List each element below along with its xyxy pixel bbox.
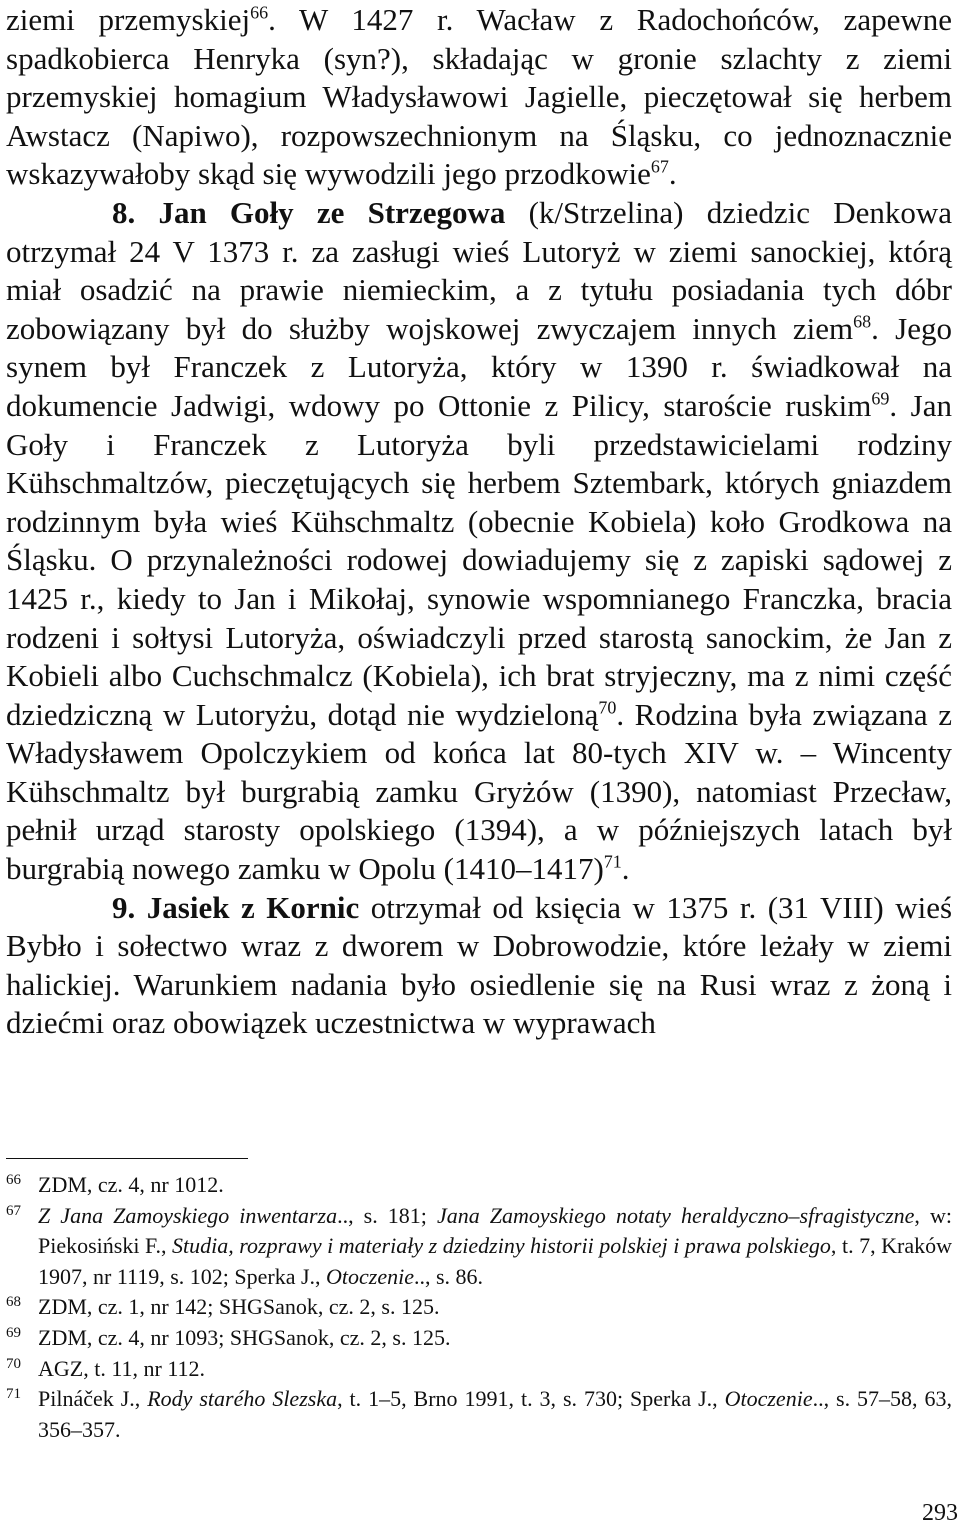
footnote-69 (6, 1323, 952, 1354)
text-run: . Jan Goły i Franczek z Lutoryża byli przedstawicielami rodziny Kühschmaltzów, pieczętujących się herbem Sztembark, których gniazdem rodzinnym była wieś Kühschmaltz (obecnie Kobiela) koło Grodkowa na Śląsku. O przynależności rodowej dowiadujemy się z zapiski sądowej z 1425 r., kiedy to Jan i Mikołaj, synowie wspomnianego Franczka, bracia rodzeni i sołtysi Lutoryża, oświadczyli przed starostą sanockim, że Jan z Kobieli albo Cuchschmalcz (Kobiela), ich brat stryjeczny, ma z nimi część dziedziczną w Lutoryżu, dotąd nie wydzieloną (6, 387, 952, 732)
footnote-67 (6, 1201, 952, 1293)
footnote-66 (6, 1170, 952, 1201)
entry-name: Jasiek z Kornic (146, 889, 360, 925)
footnote-text: ZDM, cz. 4, nr 1012. (38, 1172, 224, 1197)
text-run: (k/Strzelina) dziedzic Denkowa otrzymał 24 V 1373 r. za zasługi wieś Lutoryż w ziemi sanockiej, którą miał osadzić na prawie niemieckim, a z tytułu posiadania tych dóbr zobowiązany był do służby wojskowej zwyczajem innych ziem (6, 194, 952, 346)
footnote-number: 69 (6, 1324, 21, 1341)
paragraph-entry-8 (6, 194, 952, 889)
italic-title: Studia, rozprawy i materiały z dziedziny historii polskiej i prawa polskiego (172, 1233, 831, 1259)
footnote-text (38, 1201, 952, 1293)
text-run: ziemi przemyskiej (6, 2, 251, 37)
entry-number: 9. (112, 889, 136, 925)
footnote-70 (6, 1354, 952, 1385)
paragraph-entry-9 (6, 889, 952, 1043)
text-run: .., s. 181; (337, 1202, 437, 1228)
footnote-ref-67[interactable]: 67 (650, 157, 669, 178)
footnote-71 (6, 1384, 952, 1445)
text-run: , w: Piekosiński F., (38, 1202, 952, 1259)
footnote-ref-68[interactable]: 68 (853, 311, 872, 332)
italic-title: Otoczenie (326, 1263, 414, 1289)
page (6, 0, 952, 1043)
page-number: 293 (922, 1500, 958, 1526)
text-run: . Rodzina była związana z Władysławem Opolczykiem od końca lat 80-tych XIV w. – Wincenty Kühschmaltz był burgrabią zamku Gryżów (1390), natomiast Przecław, pełnił urząd starosty opolskiego (1394), a w późniejszych latach był burgrabią nowego zamku w Opolu (1410–1417) (6, 696, 952, 887)
footnote-number: 68 (6, 1294, 21, 1311)
footnote-text: AGZ, t. 11, nr 112. (38, 1355, 206, 1381)
entry-number: 8. (112, 194, 136, 230)
footnote-ref-66[interactable]: 66 (250, 2, 269, 23)
text-run: , t. 1–5, Brno 1991, t. 3, s. 730; Sperka J., (337, 1386, 725, 1412)
italic-title: Z Jana Zamoyskiego inwentarza (38, 1202, 338, 1228)
entry-name: Jan Goły ze Strzegowa (158, 194, 506, 230)
footnote-number: 71 (6, 1386, 21, 1403)
footnote-text: ZDM, cz. 1, nr 142; SHGSanok, cz. 2, s. 125. (38, 1294, 440, 1320)
text-run: , t. 7, Kraków 1907, nr 1119, s. 102; Sperka J., (38, 1233, 953, 1289)
footnote-number: 67 (6, 1202, 21, 1219)
footnote-number: 70 (6, 1355, 21, 1372)
text-run: . (621, 851, 630, 887)
italic-title: Jana Zamoyskiego notaty heraldyczno–sfragistyczne (436, 1202, 915, 1228)
text-run: otrzymał od księcia w 1375 r. (31 VIII) wieś Bybło i sołectwo wraz z dworem w Dobrowodzie, które leżały w ziemi halickiej. Warunkiem nadania było osiedlenie się na Rusi wraz z żoną i dziećmi oraz obowiązek uczestnictwa w wyprawach (6, 889, 953, 1041)
footnote-separator (6, 1158, 248, 1159)
footnote-68 (6, 1292, 952, 1323)
text-run: . Jego synem był Franczek z Lutoryża, który w 1390 r. świadkował na dokumencie Jadwigi, wdowy po Ottonie z Pilicy, staroście ruskim (6, 310, 952, 423)
text-run: .., s. 57–58, 63, 356–357. (38, 1386, 952, 1442)
footnotes (6, 1170, 952, 1445)
italic-title: Otoczenie (724, 1386, 813, 1412)
footnote-ref-70[interactable]: 70 (598, 697, 617, 718)
text-run: . W 1427 r. Wacław z Radochońców, zapewne spadkobierca Henryka (syn?), składając w gronie szlachty z ziemi przemyskiej homagium Władysławowi Jagielle, pieczętował się herbem Awstacz (Napiwo), rozpowszechnionym na Śląsku, co jednoznacznie wskazywałoby skąd się wywodzili jego przodkowie (6, 2, 952, 192)
main-text (6, 0, 952, 1043)
italic-title: Rody starého Slezska (147, 1386, 338, 1412)
paragraph-continued (6, 0, 952, 194)
text-run: .., s. 86. (414, 1263, 484, 1289)
footnote-number: 66 (6, 1172, 21, 1188)
footnote-text (38, 1384, 952, 1445)
footnote-text: ZDM, cz. 4, nr 1093; SHGSanok, cz. 2, s. 125. (38, 1324, 451, 1350)
text-run: . (668, 156, 677, 192)
footnote-ref-69[interactable]: 69 (871, 388, 890, 409)
footnote-ref-71[interactable]: 71 (603, 851, 622, 872)
text-run: Pilnáček J., (38, 1386, 148, 1412)
